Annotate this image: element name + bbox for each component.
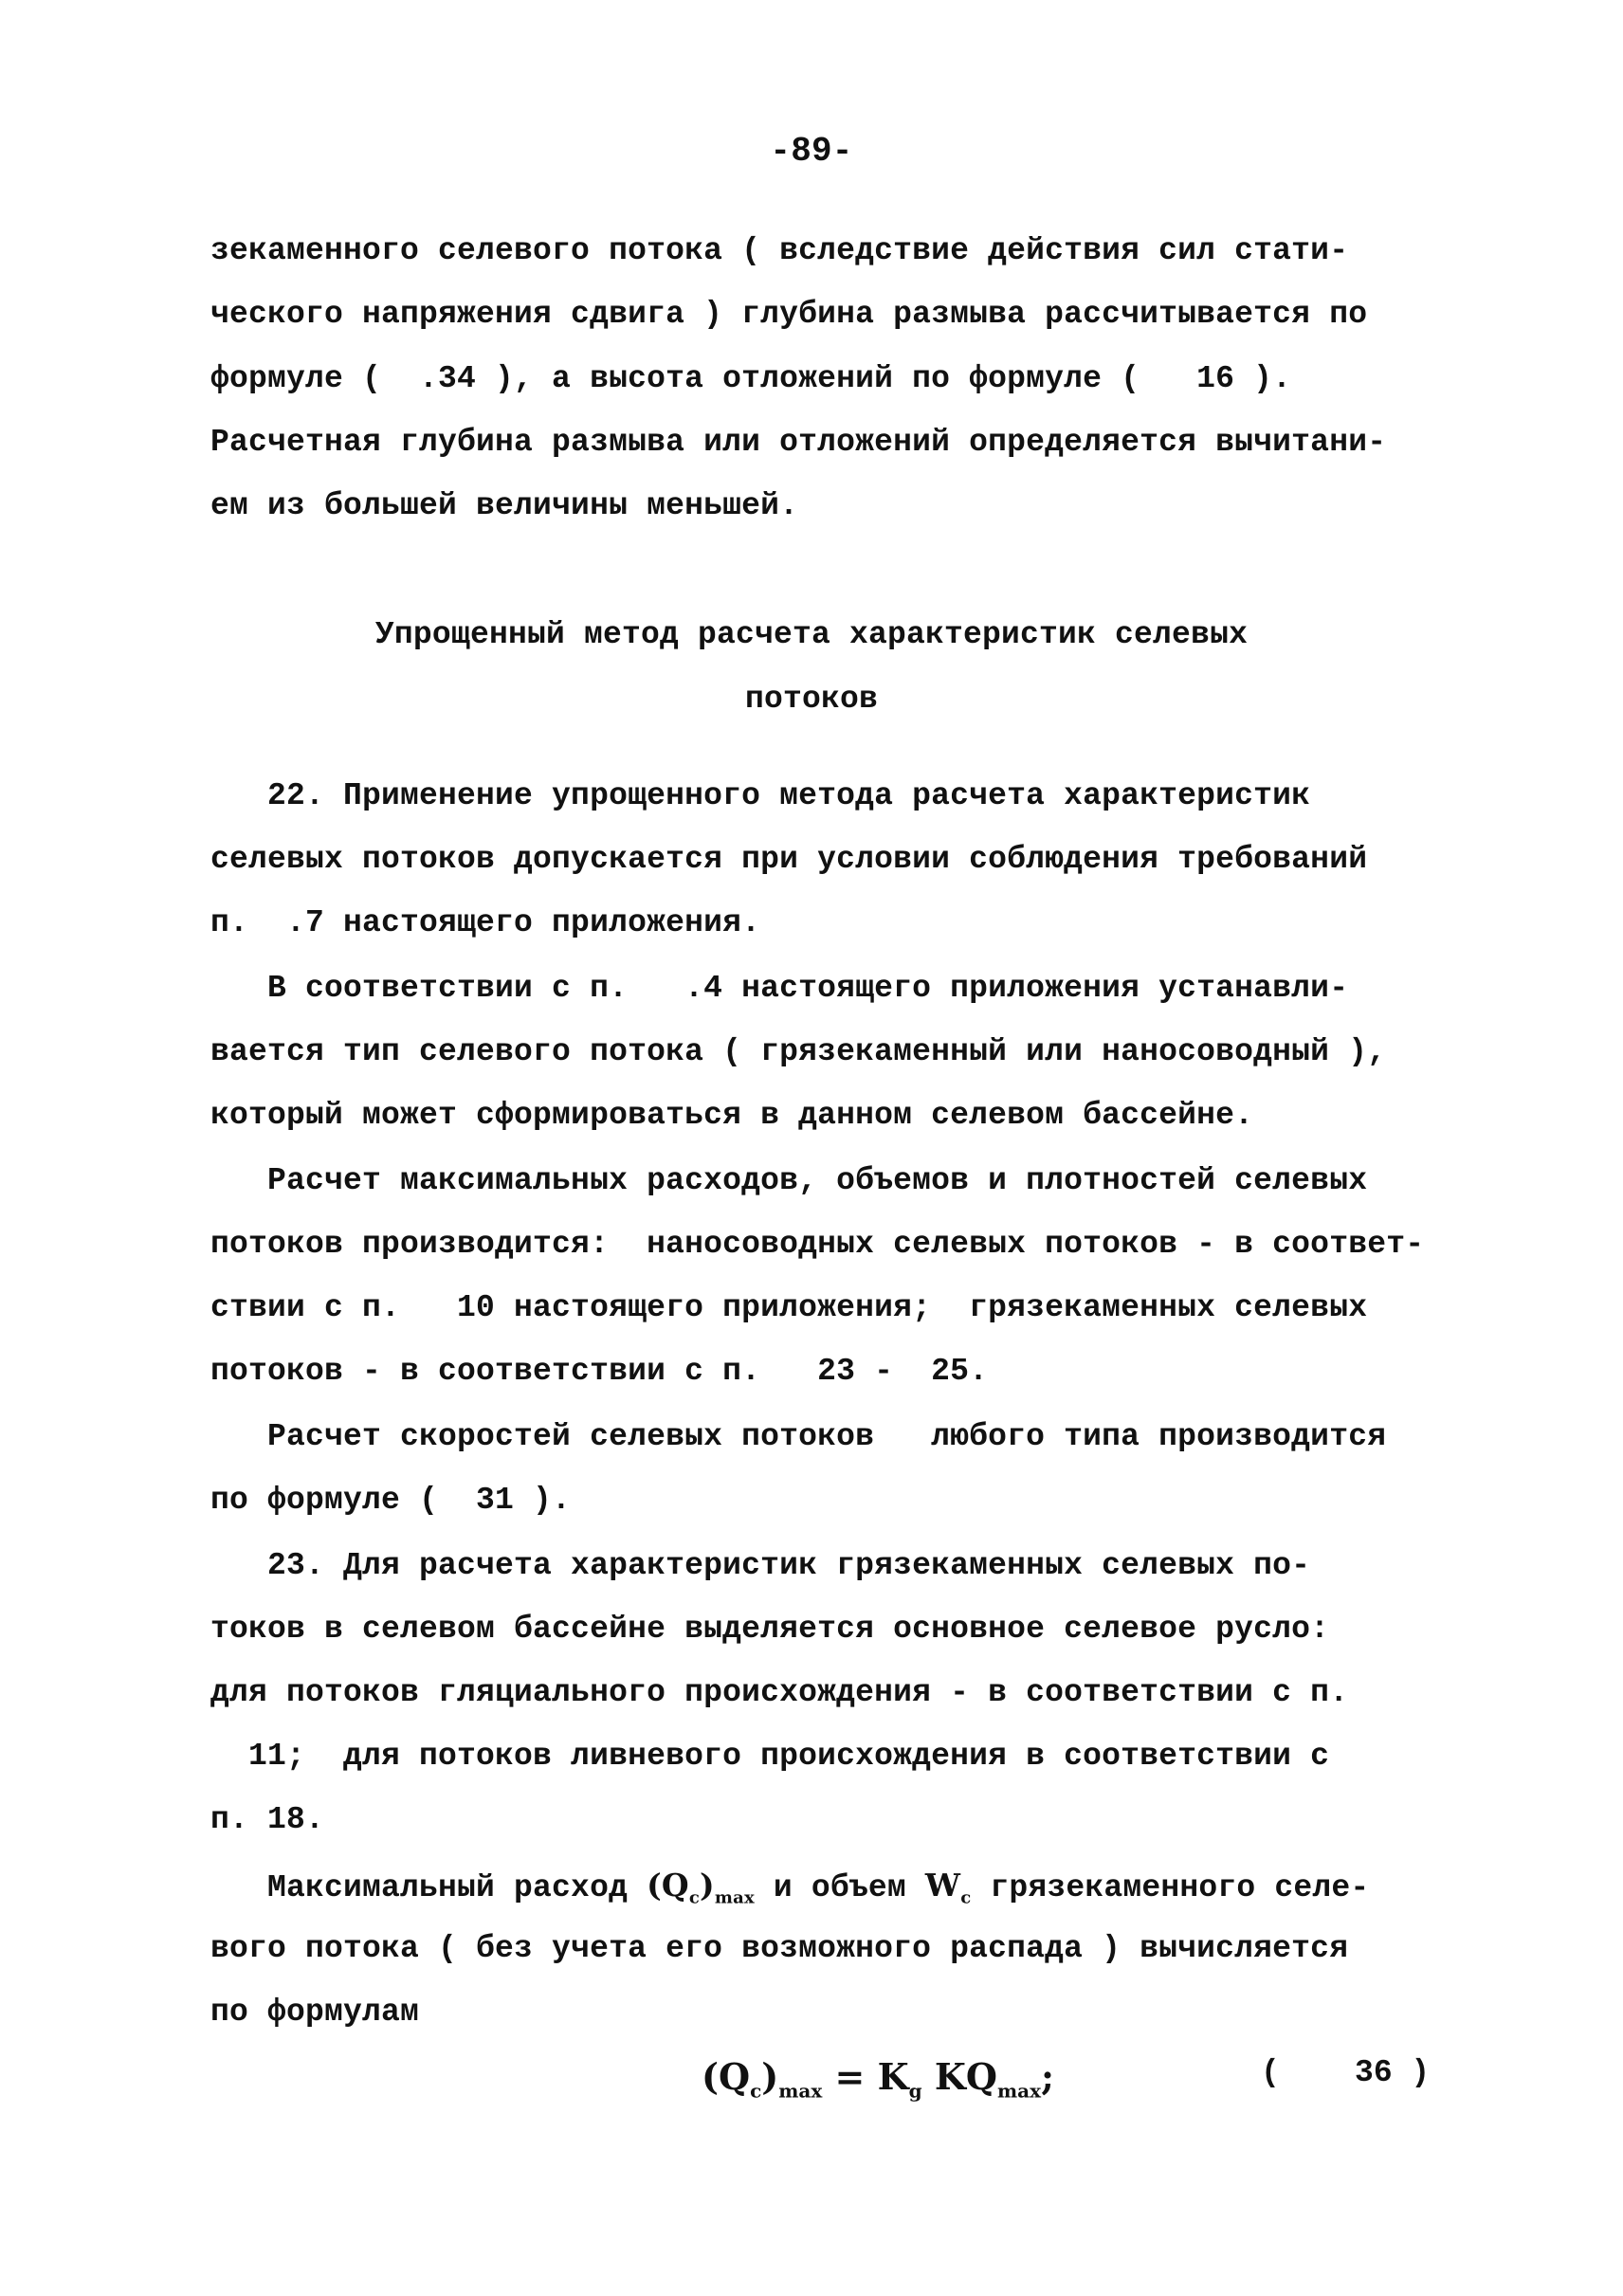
text-line: для потоков гляциального происхождения - в соответствии с п.	[210, 1675, 1349, 1710]
text-line: селевых потоков допускается при условии соблюдения требований	[210, 842, 1368, 877]
math-w-symbol: $W_c$	[924, 1867, 972, 1908]
formula-36: $(Q_c)_{max} = K_g$ $KQ_{max}$;	[702, 2055, 1055, 2103]
text-span: грязекаменного селе-	[971, 1870, 1370, 1905]
text-line: Расчетная глубина размыва или отложений определяется вычитани-	[210, 425, 1387, 460]
text-line: потоков - в соответствии с п. 23 - 25.	[210, 1354, 989, 1389]
text-line: зекаменного селевого потока ( вследствие действия сил стати-	[210, 233, 1349, 268]
text-line: ческого напряжения сдвига ) глубина размыва рассчитывается по	[210, 297, 1368, 332]
text-line: ем из большей величины меньшей.	[210, 488, 799, 523]
text-line: формуле ( .34 ), а высота отложений по формуле ( 16 ).	[210, 361, 1292, 396]
text-line: п. .7 настоящего приложения.	[210, 905, 761, 940]
text-span: Максимальный расход	[210, 1870, 647, 1905]
text-line: В соответствии с п. .4 настоящего приложения устанавли-	[210, 971, 1349, 1006]
text-line: вого потока ( без учета его возможного распада ) вычисляется	[210, 1931, 1349, 1966]
text-line: 11; для потоков ливневого происхождения в соответствии с	[210, 1739, 1330, 1774]
page-number: -89-	[770, 132, 853, 171]
text-span: и объем	[754, 1870, 925, 1905]
math-q-symbol: $(Q_c)_{max}$	[647, 1867, 755, 1908]
text-line: который может сформироваться в данном селевом бассейне.	[210, 1098, 1254, 1133]
text-line: 23. Для расчета характеристик грязекаменных селевых по-	[210, 1548, 1311, 1583]
text-line: п. 18.	[210, 1802, 325, 1837]
text-line: Расчет скоростей селевых потоков любого типа производится	[210, 1419, 1387, 1454]
text-line: по формулам	[210, 1995, 420, 2030]
equation-number: ( 36 )	[1261, 2055, 1431, 2090]
text-line: 22. Применение упрощенного метода расчета характеристик	[210, 778, 1311, 813]
text-line: ствии с п. 10 настоящего приложения; грязекаменных селевых	[210, 1290, 1368, 1325]
section-title: потоков	[744, 682, 879, 717]
text-line: Расчет максимальных расходов, объемов и плотностей селевых	[210, 1163, 1368, 1198]
text-line-with-math	[210, 1867, 1369, 1918]
text-line: по формуле ( 31 ).	[210, 1483, 572, 1518]
text-line: вается тип селевого потока ( грязекаменный или наносоводный ),	[210, 1034, 1387, 1069]
text-line: токов в селевом бассейне выделяется основное селевое русло:	[210, 1612, 1330, 1647]
section-title: Упрощенный метод расчета характеристик селевых	[374, 617, 1249, 652]
text-line: потоков производится: наносоводных селевых потоков - в соответ-	[210, 1227, 1425, 1262]
